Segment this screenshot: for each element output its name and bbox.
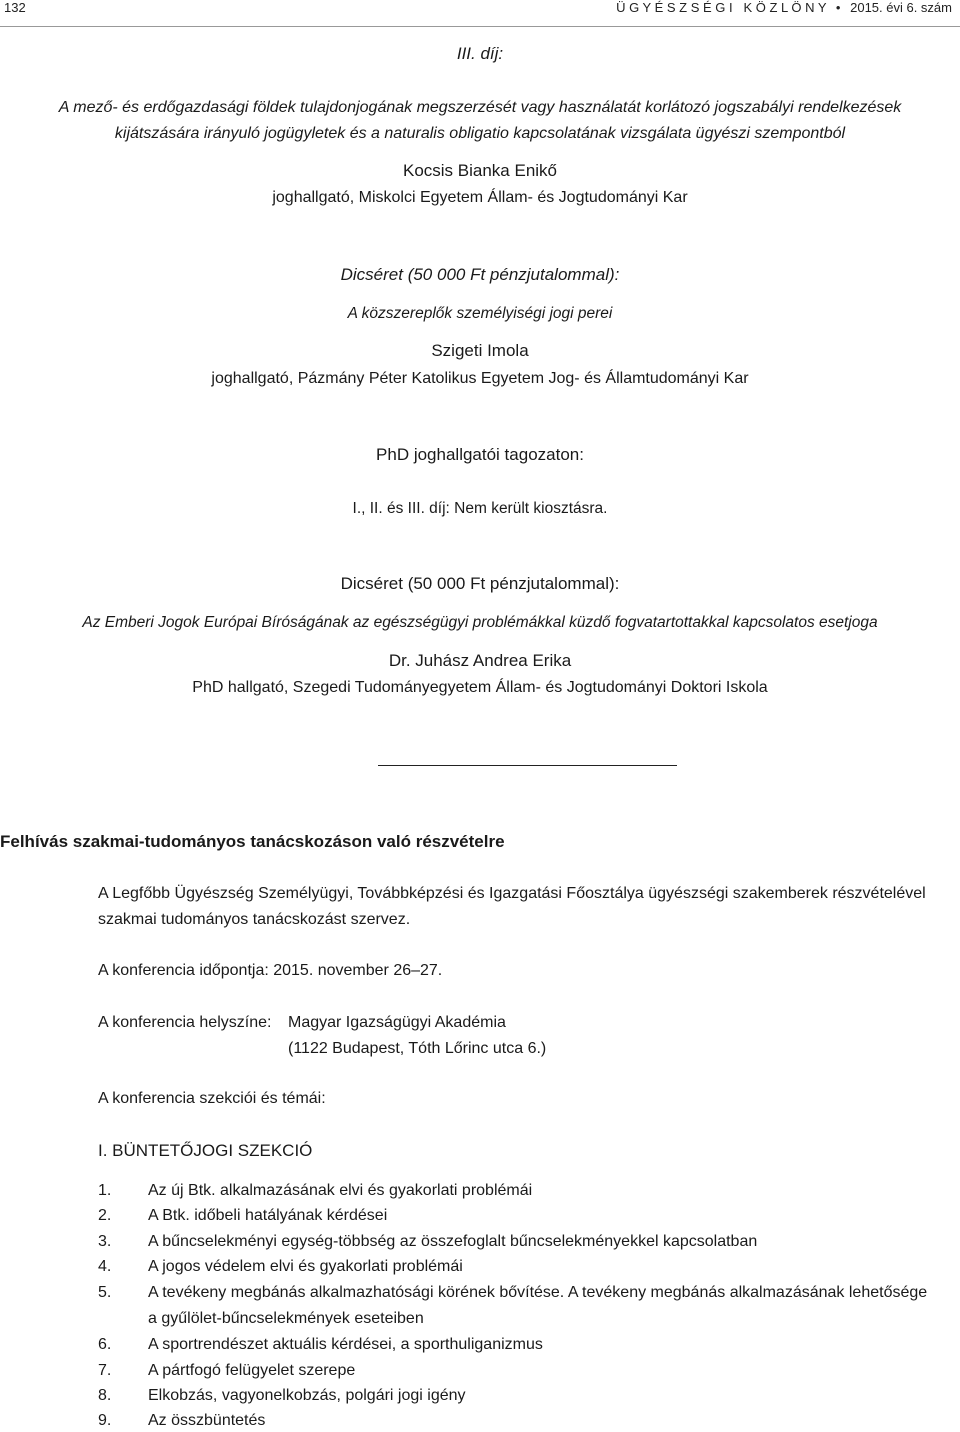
venue-address: (1122 Budapest, Tóth Lőrinc utca 6.) (288, 1040, 547, 1057)
list-item-number: 2. (98, 1207, 112, 1224)
award1-title-line1: A mező- és erdőgazdasági földek tulajdonjogának megszerzését vagy használatát korlátozó jogszabályi rendelkezések (58, 99, 902, 116)
award2-affiliation: joghallgató, Pázmány Péter Katolikus Egyetem Jog- és Államtudományi Kar (211, 370, 749, 387)
award1-title-line2: kijátszására irányuló jogügyletek és a naturalis obligatio kapcsolatának vizsgálata ügyészi szempontból (114, 125, 846, 142)
section-title: I. BÜNTETŐJOGI SZEKCIÓ (98, 1141, 313, 1160)
list-item-number: 5. (98, 1284, 112, 1301)
list-item-text-continued: a gyűlölet-bűncselekmények eseteiben (148, 1310, 424, 1327)
venue-label: A konferencia helyszíne: (98, 1014, 272, 1031)
phd-note: I., II. és III. díj: Nem került kiosztásra. (352, 500, 608, 517)
award2-title: A közszereplők személyiségi jogi perei (347, 305, 613, 322)
list-item-number: 6. (98, 1336, 112, 1353)
award3-name: Dr. Juhász Andrea Erika (388, 651, 572, 670)
phd-heading: PhD joghallgatói tagozaton: (376, 445, 584, 464)
journal-name: Ü G Y É S Z S É G I K Ö Z L Ö N Y (616, 0, 827, 15)
sections-label: A konferencia szekciói és témái: (98, 1090, 326, 1107)
list-item-number: 4. (98, 1258, 112, 1275)
list-item-number: 3. (98, 1233, 112, 1250)
list-item-text: A tevékeny megbánás alkalmazhatósági körének bővítése. A tevékeny megbánás alkalmazásának lehetősége (148, 1284, 928, 1301)
header-rule (0, 26, 960, 27)
section-divider (378, 765, 677, 766)
list-item-number: 8. (98, 1387, 112, 1404)
award1-name: Kocsis Bianka Enikő (402, 161, 558, 180)
list-item-text: Elkobzás, vagyonelkobzás, polgári jogi igény (148, 1387, 466, 1404)
call-title: Felhívás szakmai-tudományos tanácskozáson való részvételre (0, 832, 505, 851)
list-item-number: 9. (98, 1412, 112, 1429)
issue-label: 2015. évi 6. szám (850, 0, 952, 15)
list-item-text: A Btk. időbeli hatályának kérdései (148, 1207, 388, 1224)
list-item-text: A pártfogó felügyelet szerepe (148, 1362, 356, 1379)
award3-affiliation: PhD hallgató, Szegedi Tudományegyetem Állam- és Jogtudományi Doktori Iskola (192, 679, 768, 696)
list-item-text: A sportrendészet aktuális kérdései, a sporthuliganizmus (148, 1336, 543, 1353)
award1-affiliation: joghallgató, Miskolci Egyetem Állam- és Jogtudományi Kar (272, 189, 688, 206)
list-item-number: 1. (98, 1182, 112, 1199)
award2-name: Szigeti Imola (431, 341, 529, 360)
list-item-number: 7. (98, 1362, 112, 1379)
list-item-text: A jogos védelem elvi és gyakorlati problémái (148, 1258, 463, 1275)
list-item-text: A bűncselekményi egység-többség az összefoglalt bűncselekményekkel kapcsolatban (148, 1233, 758, 1250)
running-header (616, 0, 952, 16)
call-intro-line1: A Legfőbb Ügyészség Személyügyi, Továbbképzési és Igazgatási Főosztálya ügyészségi szakemberek részvételével (98, 885, 926, 902)
conference-date: A konferencia időpontja: 2015. november 26–27. (98, 962, 443, 979)
award2-heading: Dicséret (50 000 Ft pénzjutalommal): (340, 265, 620, 284)
list-item-text: Az összbüntetés (148, 1412, 266, 1429)
page-number: 132 (4, 0, 26, 15)
award3-heading: Dicséret (50 000 Ft pénzjutalommal): (340, 574, 620, 593)
header-bullet: • (835, 0, 841, 15)
award1-heading: III. díj: (456, 44, 504, 63)
call-intro-line2: szakmai tudományos tanácskozást szervez. (98, 911, 411, 928)
award3-title: Az Emberi Jogok Európai Bíróságának az egészségügyi problémákkal küzdő fogvatartottakkal kapcsolatos esetjoga (82, 614, 878, 631)
list-item-text: Az új Btk. alkalmazásának elvi és gyakorlati problémái (148, 1182, 533, 1199)
venue-name: Magyar Igazságügyi Akadémia (288, 1014, 506, 1031)
